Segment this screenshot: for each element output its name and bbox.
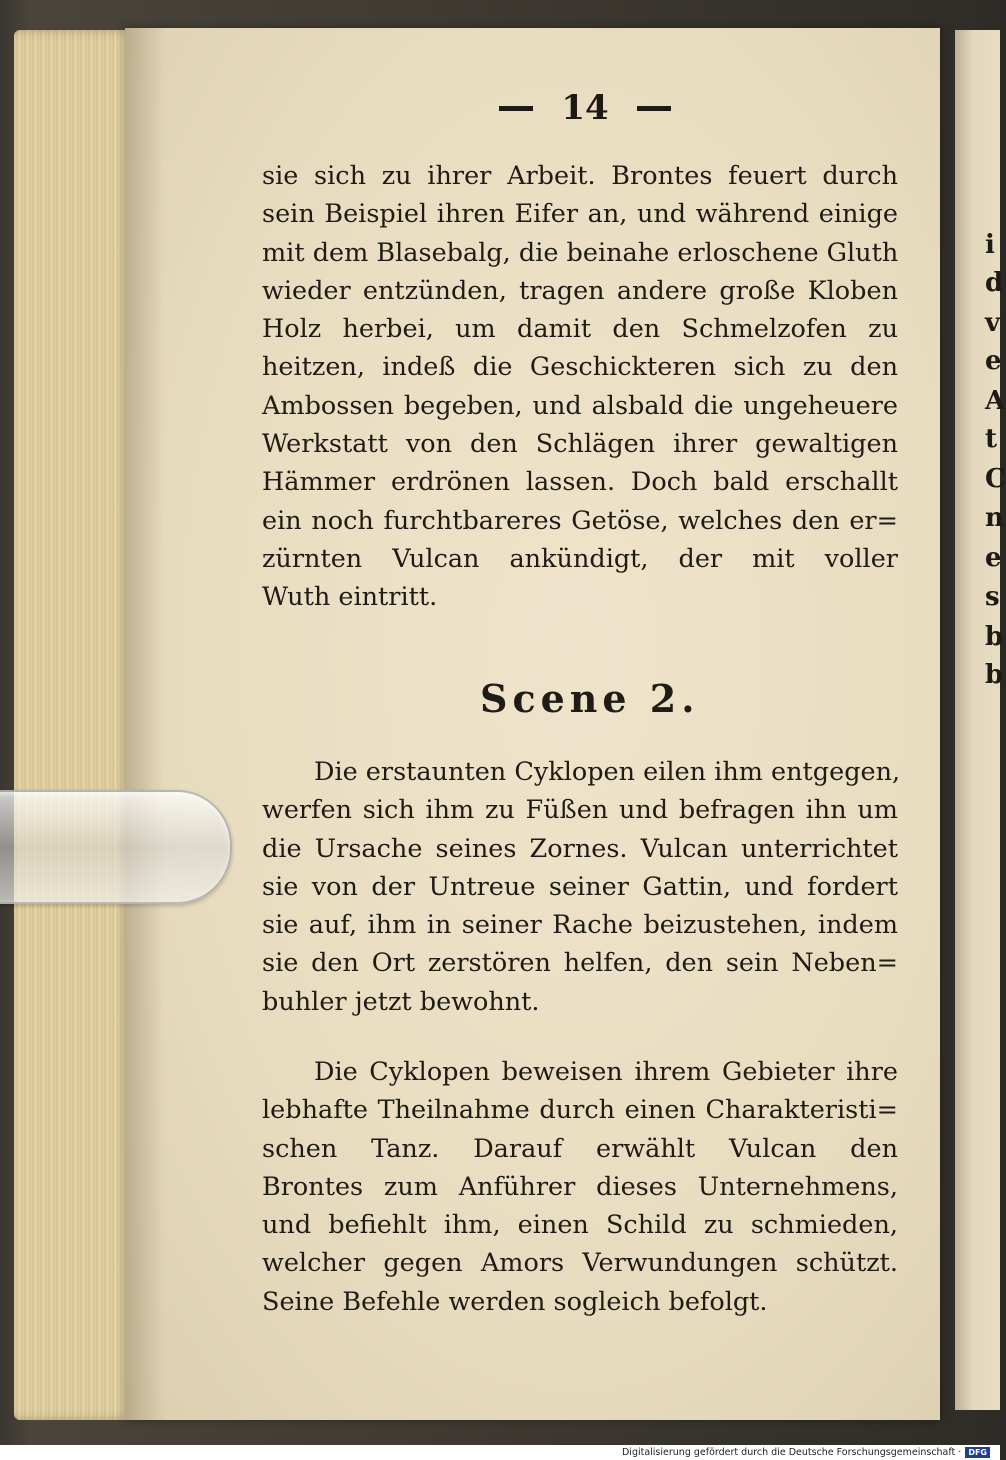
- text-line: heitzen, indeß die Geschickteren sich zu den: [262, 352, 898, 383]
- text-line: wieder entzünden, tragen andere große Kloben: [262, 275, 898, 306]
- gutter-shadow: [125, 28, 165, 1420]
- page-header: [445, 86, 725, 130]
- next-page-letter: i: [985, 230, 995, 260]
- text-line: Brontes zum Anführer dieses Unternehmens,: [262, 1171, 898, 1202]
- footer-credit: Digitalisierung gefördert durch die Deutsche Forschungsgemeinschaft ·: [621, 1447, 962, 1458]
- text-line: welcher gegen Amors Verwundungen schützt.: [262, 1248, 898, 1279]
- text-line: die Ursache seines Zornes. Vulcan unterrichtet: [262, 833, 898, 864]
- dfg-logo: DFG: [965, 1447, 990, 1458]
- next-page-letter: d: [985, 268, 1004, 298]
- next-page-letter: n: [985, 503, 1004, 533]
- scene-heading: Scene 2.: [480, 676, 700, 721]
- text-line: schen Tanz. Darauf erwählt Vulcan den: [262, 1133, 898, 1164]
- header-dash-right: [637, 106, 671, 111]
- text-line: Holz herbei, um damit den Schmelzofen zu: [262, 314, 898, 345]
- text-line: ein noch furchtbareres Getöse, welches den er=: [262, 505, 898, 536]
- paragraph-1: [262, 157, 898, 617]
- next-page-letter: e: [985, 346, 1002, 376]
- text-line: Hämmer erdrönen lassen. Doch bald erschallt: [262, 467, 898, 498]
- text-line: Die Cyklopen beweisen ihrem Gebieter ihre: [314, 1057, 898, 1087]
- next-page-letter: b: [985, 622, 1004, 652]
- text-line: sie den Ort zerstören helfen, den sein Neben=: [262, 948, 898, 979]
- text-line: Werkstatt von den Schlägen ihrer gewaltigen: [262, 429, 898, 460]
- text-line: und befiehlt ihm, einen Schild zu schmieden,: [262, 1210, 898, 1241]
- text-line: zürnten Vulcan ankündigt, der mit voller: [262, 543, 898, 574]
- text-line: werfen sich ihm zu Füßen und befragen ihn um: [262, 795, 898, 826]
- header-dash-left: [499, 106, 533, 111]
- next-page-letter: s: [985, 582, 1000, 612]
- text-line: Seine Befehle werden sogleich befolgt.: [262, 1286, 768, 1317]
- page-holder-clip: [0, 790, 232, 904]
- text-line: buhler jetzt bewohnt.: [262, 986, 540, 1017]
- text-line: sie sich zu ihrer Arbeit. Brontes feuert durch: [262, 161, 898, 191]
- paragraph-3: [262, 1053, 898, 1321]
- footer: [0, 1445, 1000, 1460]
- text-line: sie von der Untreue seiner Gattin, und fordert: [262, 871, 898, 902]
- paragraph-2: [262, 753, 901, 1021]
- next-page-letter: v: [985, 308, 1001, 338]
- next-page-letter: A: [985, 386, 1006, 416]
- text-line: sie auf, ihm in seiner Rache beizustehen, indem: [262, 910, 898, 941]
- text-line: mit dem Blasebalg, die beinahe erloschene Gluth: [262, 237, 899, 268]
- text-line: Wuth eintritt.: [262, 582, 438, 613]
- page-number: 14: [561, 88, 609, 128]
- text-line: lebhafte Theilnahme durch einen Charakteristi=: [262, 1095, 898, 1126]
- text-line: Die erstaunten Cyklopen eilen ihm entgegen,: [314, 757, 901, 787]
- next-page-letter: C: [985, 464, 1006, 494]
- next-page-letter: e: [985, 543, 1002, 573]
- text-line: Ambossen begeben, und alsbald die ungeheuere: [262, 390, 898, 421]
- next-page-letter: t: [985, 424, 998, 454]
- text-line: sein Beispiel ihren Eifer an, und während einige: [262, 199, 898, 230]
- next-page-letter: b: [985, 660, 1004, 690]
